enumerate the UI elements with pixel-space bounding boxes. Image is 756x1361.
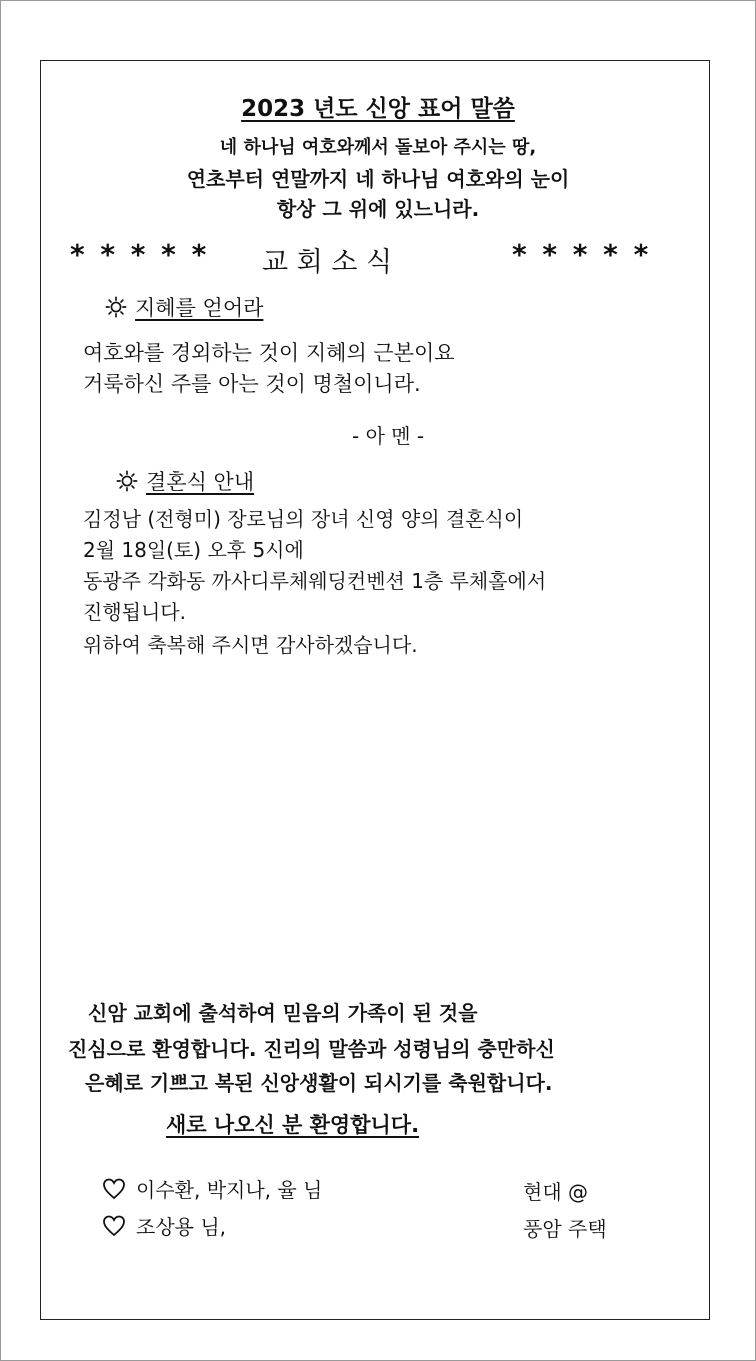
wedding-line-1: 김정남 (전형미) 장로님의 장녀 신영 양의 결혼식이	[83, 507, 524, 531]
heart-icon	[102, 1214, 126, 1238]
sun-icon	[116, 470, 138, 492]
welcome-line-1: 신암 교회에 출석하여 믿음의 가족이 된 것을	[88, 1001, 478, 1025]
wisdom-line-1: 여호와를 경외하는 것이 지혜의 근본이요	[83, 341, 455, 365]
welcome-line-2: 진심으로 환영합니다. 진리의 말씀과 성령님의 충만하신	[68, 1037, 555, 1061]
verse-line-3: 항상 그 위에 있느니라.	[276, 197, 480, 221]
newcomer-names: 조상용 님,	[136, 1215, 226, 1239]
section-heading-label: 지혜를 얻어라	[135, 296, 264, 320]
amen-text: - 아 멘 -	[352, 424, 425, 448]
section-heading-wisdom	[105, 292, 263, 322]
newcomer-names: 이수환, 박지나, 율 님	[136, 1178, 323, 1202]
banner-stars-right: * * * * *	[512, 238, 652, 271]
wedding-line-5: 위하여 축복해 주시면 감사하겠습니다.	[83, 633, 418, 657]
wedding-line-4: 진행됩니다.	[83, 600, 186, 624]
banner-title: 교 회 소 식	[262, 247, 393, 278]
page-title: 2023 년도 신앙 표어 말씀	[241, 96, 515, 122]
heart-icon	[102, 1177, 126, 1201]
newcomer-row	[102, 1174, 322, 1203]
newcomer-location: 풍암 주택	[523, 1217, 607, 1241]
verse-line-2: 연초부터 연말까지 네 하나님 여호와의 눈이	[186, 167, 570, 191]
newcomer-row	[102, 1211, 226, 1240]
wedding-line-2: 2월 18일(토) 오후 5시에	[83, 538, 304, 562]
section-heading-wedding	[116, 466, 254, 496]
verse-line-1: 네 하나님 여호와께서 돌보아 주시는 땅,	[219, 137, 537, 158]
banner-stars-left: * * * * *	[70, 238, 210, 271]
sun-icon	[105, 296, 127, 318]
newcomer-location: 현대 @	[523, 1180, 588, 1204]
welcome-line-3: 은혜로 기쁘고 복된 신앙생활이 되시기를 축원합니다.	[85, 1071, 553, 1095]
wisdom-line-2: 거룩하신 주를 아는 것이 명철이니라.	[83, 372, 421, 396]
welcome-subtitle: 새로 나오신 분 환영합니다.	[166, 1113, 420, 1137]
section-heading-label: 결혼식 안내	[146, 470, 255, 494]
wedding-line-3: 동광주 각화동 까사디루체웨딩컨벤션 1층 루체홀에서	[83, 569, 547, 593]
